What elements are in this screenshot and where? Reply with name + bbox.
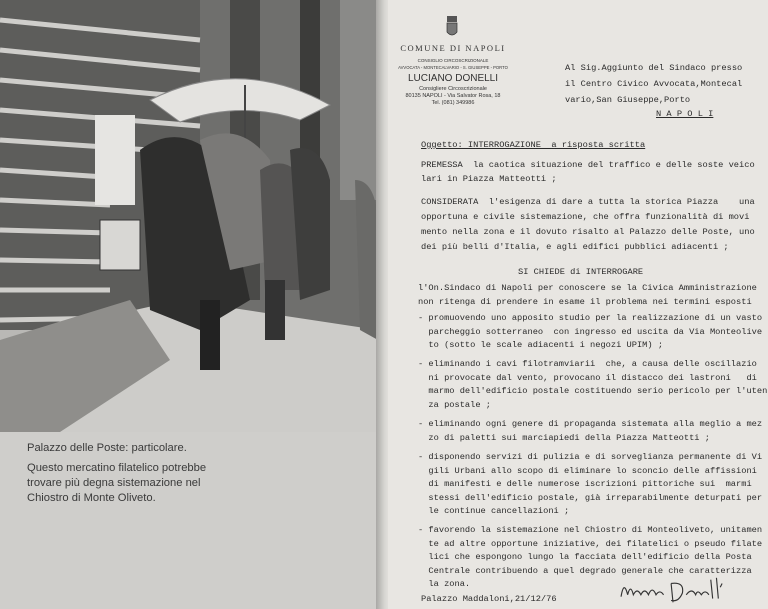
point-line: - promuovendo uno apposito studio per la realizzazione di un vasto (418, 313, 763, 323)
left-page (0, 0, 380, 609)
chiede-heading: SI CHIEDE di INTERROGARE (518, 267, 644, 277)
point-line: di manifesti e delle numerose iscrizioni pittoriche sui marmi (418, 479, 752, 489)
point-line: te ad altre opportune iniziative, dei filatelici o pseudo filate (418, 538, 763, 549)
recipient-city: N A P O L I (656, 109, 714, 119)
point-line: la zona. (418, 579, 471, 589)
recipient-line: vario,San Giuseppe,Porto (565, 95, 691, 105)
point-line: stessi dell'edificio postale, già irreparabilmente deturpati per (418, 492, 763, 503)
letterhead-tel: Tel. (081) 349986 (431, 100, 475, 106)
point-4 (418, 451, 762, 519)
point-line: parcheggio sotterraneo con ingresso ed uscita da Via Monteolive (418, 326, 763, 337)
considerata-line: mento nella zona e il dovuto risalto al Palazzo delle Poste, uno (421, 227, 755, 237)
intro-line: l'On.Sindaco di Napoli per conoscere se la Civica Amministrazione (418, 283, 757, 293)
point-line: za postale ; (418, 399, 491, 410)
point-line: - favorendo la sistemazione nel Chiostro di Monteoliveto, unitamen (418, 525, 763, 535)
considerata-line: dei più belli d'Italia, e agli edifici pubblici adiacenti ; (421, 242, 729, 252)
premessa-line: lari in Piazza Matteotti ; (421, 174, 557, 184)
letter-page (388, 0, 768, 609)
place-date: Palazzo Maddaloni,21/12/76 (421, 594, 557, 604)
intro-line: non ritenga di prendere in esame il problema nei termini esposti (418, 297, 752, 307)
point-line: ni provocate dal vento, provocano il distacco dei lastroni di (418, 372, 757, 383)
recipient-line: Al Sig.Aggiunto del Sindaco presso (565, 63, 743, 73)
point-line: to (sotto le scale adiacenti i negozi UPIM) ; (418, 340, 664, 350)
point-1 (418, 312, 762, 353)
street-stall-photo (0, 0, 378, 432)
point-line: Centrale contribuendo a quel degrado generale che caratterizza (418, 565, 752, 576)
point-line: gili Urbani allo scopo di eliminare lo sconcio delle affissioni (418, 465, 757, 476)
point-line: marmo dell'edificio postale costituendo serio pericolo per l'uten (418, 386, 768, 396)
point-line: zo di paletti sui marciapiedi della Piazza Matteotti ; (418, 432, 710, 443)
considerata-line: opportuna e civile sistemazione, che offra funzionalità di movi (421, 212, 750, 222)
premessa-line: PREMESSA la caotica situazione del traffico e delle soste veico (421, 160, 755, 170)
letter-subject: Oggetto: INTERROGAZIONE a risposta scritta (421, 140, 646, 150)
photo-caption (27, 441, 257, 506)
point-line: - eliminando ogni genere di propaganda sistemata alla meglio a mez (418, 419, 763, 429)
caption-line: Questo mercatino filatelico potrebbe (27, 462, 207, 474)
point-3 (418, 418, 762, 445)
letterhead-name: LUCIANO DONELLI (407, 73, 499, 84)
caption-title: Palazzo delle Poste: particolare. (27, 442, 187, 454)
letterhead-address: 80135 NAPOLI - Via Salvator Rosa, 18 (405, 93, 501, 99)
considerata-line: CONSIDERATA l'esigenza di dare a tutta la storica Piazza una (421, 197, 755, 207)
handwritten-signature (613, 574, 733, 608)
caption-line: Chiostro di Monte Oliveto. (27, 492, 156, 504)
caption-line: trovare più degna sistemazione nel (27, 477, 201, 489)
point-2 (418, 358, 767, 412)
point-line: - eliminando i cavi filotramviarii che, a causa delle oscillazio (418, 359, 757, 369)
letterhead-quartieri: AVVOCATA - MONTECALVARIO - S. GIUSEPPE - PORTO (398, 65, 508, 70)
letterhead-role: Consigliere Circoscrizionale (419, 86, 487, 92)
point-line: le continue cancellazioni ; (418, 506, 570, 516)
crest-icon (445, 16, 459, 38)
letterhead-comune: COMUNE DI NAPOLI (400, 43, 506, 53)
point-line: lici che espongono lungo la facciata dell'edificio della Posta (418, 552, 752, 562)
letterhead-consiglio: CONSIGLIO CIRCOSCRIZIONALE (417, 58, 489, 63)
point-line: - disponendo servizi di pulizia e di sorveglianza permanente di Vi (418, 452, 763, 462)
recipient-line: il Centro Civico Avvocata,Montecal (565, 79, 743, 89)
